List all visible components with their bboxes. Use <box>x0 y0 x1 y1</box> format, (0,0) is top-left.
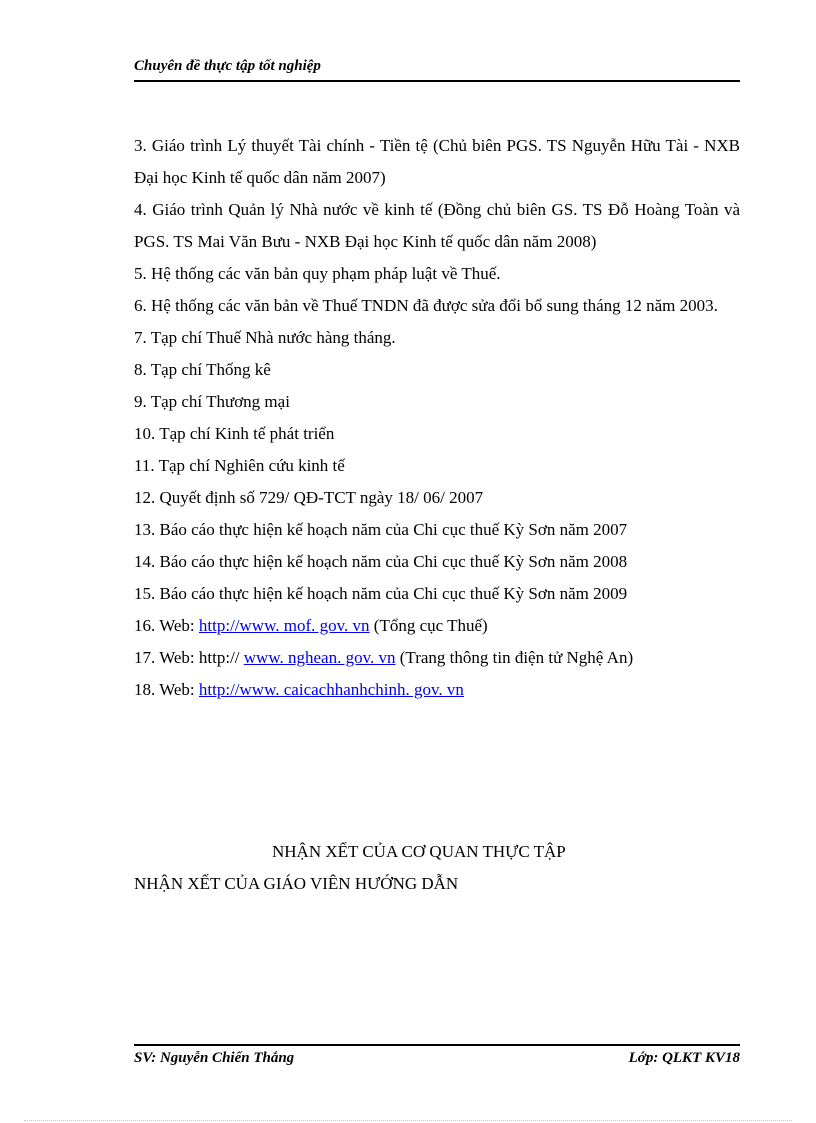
reference-text: Tạp chí Thống kê <box>150 360 271 379</box>
reference-text: Tạp chí Nghiên cứu kinh tế <box>158 456 345 475</box>
teacher-review-heading: NHẬN XẾT CỦA GIÁO VIÊN HƯỚNG DẪN <box>134 874 459 893</box>
reference-item <box>134 546 740 578</box>
reference-text: Hệ thống các văn bản quy phạm pháp luật về Thuế. <box>151 264 501 283</box>
reference-text: Tạp chí Thuế Nhà nước hàng tháng. <box>150 328 396 347</box>
footer-class: Lớp: QLKT KV18 <box>628 1050 740 1066</box>
reference-item <box>134 354 740 386</box>
reference-item <box>134 450 740 482</box>
reference-item <box>134 130 740 194</box>
reference-number: 10. <box>134 424 156 443</box>
reference-list <box>134 130 740 706</box>
web-reference-item <box>134 674 740 706</box>
reference-item <box>134 194 740 258</box>
reference-text: Quyết định số 729/ QĐ-TCT ngày 18/ 06/ 2007 <box>159 488 484 507</box>
web-suffix: (Trang thông tin điện tử Nghệ An) <box>399 648 634 667</box>
web-plain-url: http:// <box>198 648 240 667</box>
reference-item <box>134 482 740 514</box>
reference-item <box>134 578 740 610</box>
web-prefix: Web: <box>159 616 195 635</box>
reference-text: Giáo trình Quản lý Nhà nước về kinh tế (Đồng chủ biên GS. TS Đỗ Hoàng Toàn và PGS. TS Mai Văn Bưu - NXB Đại học Kinh tế quốc dân năm 2008) <box>134 200 741 251</box>
reference-item <box>134 258 740 290</box>
reference-item <box>134 514 740 546</box>
page-footer <box>134 1044 740 1073</box>
reference-text: Tạp chí Kinh tế phát triển <box>159 424 335 443</box>
reference-text: Hệ thống các văn bản về Thuế TNDN đã được sửa đổi bổ sung tháng 12 năm 2003. <box>151 296 718 315</box>
reference-number: 5. <box>134 264 147 283</box>
reference-item <box>134 290 740 322</box>
header-title: Chuyên đề thực tập tốt nghiệp <box>134 58 321 74</box>
footer-student: SV: Nguyễn Chiến Thắng <box>134 1050 295 1066</box>
mof-link[interactable]: http://www. mof. gov. vn <box>198 616 370 635</box>
reference-number: 4. <box>134 200 147 219</box>
reference-text: Tạp chí Thương mại <box>150 392 290 411</box>
reference-item <box>134 418 740 450</box>
reference-text: Báo cáo thực hiện kế hoạch năm của Chi cục thuế Kỳ Sơn năm 2008 <box>159 552 628 571</box>
reference-number: 14. <box>134 552 156 571</box>
reference-number: 13. <box>134 520 156 539</box>
reference-number: 12. <box>134 488 156 507</box>
reference-number: 16. <box>134 616 156 635</box>
reference-item <box>134 322 740 354</box>
web-prefix: Web: <box>159 648 195 667</box>
reference-text: Báo cáo thực hiện kế hoạch năm của Chi cục thuế Kỳ Sơn năm 2007 <box>159 520 628 539</box>
reference-number: 3. <box>134 136 147 155</box>
reference-number: 9. <box>134 392 147 411</box>
reference-number: 6. <box>134 296 147 315</box>
agency-review-heading: NHẬN XẾT CỦA CƠ QUAN THỰC TẬP <box>272 842 566 861</box>
reference-text: Giáo trình Lý thuyết Tài chính - Tiền tệ (Chủ biên PGS. TS Nguyễn Hữu Tài - NXB Đại học Kinh tế quốc dân năm 2007) <box>134 136 740 187</box>
reference-number: 18. <box>134 680 156 699</box>
reference-number: 15. <box>134 584 156 603</box>
web-prefix: Web: <box>159 680 195 699</box>
nghean-link[interactable]: www. nghean. gov. vn <box>243 648 396 667</box>
reference-number: 11. <box>134 456 155 475</box>
reference-number: 8. <box>134 360 147 379</box>
caicachhanhchinh-link[interactable]: http://www. caicachhanhchinh. gov. vn <box>198 680 464 699</box>
reference-text: Báo cáo thực hiện kế hoạch năm của Chi cục thuế Kỳ Sơn năm 2009 <box>159 584 628 603</box>
web-reference-item <box>134 610 740 642</box>
page-header <box>134 56 740 82</box>
reference-item <box>134 386 740 418</box>
reference-number: 7. <box>134 328 147 347</box>
reference-number: 17. <box>134 648 156 667</box>
web-suffix: (Tổng cục Thuế) <box>373 616 488 635</box>
page-bottom-edge <box>24 1120 792 1121</box>
web-reference-item <box>134 642 740 674</box>
